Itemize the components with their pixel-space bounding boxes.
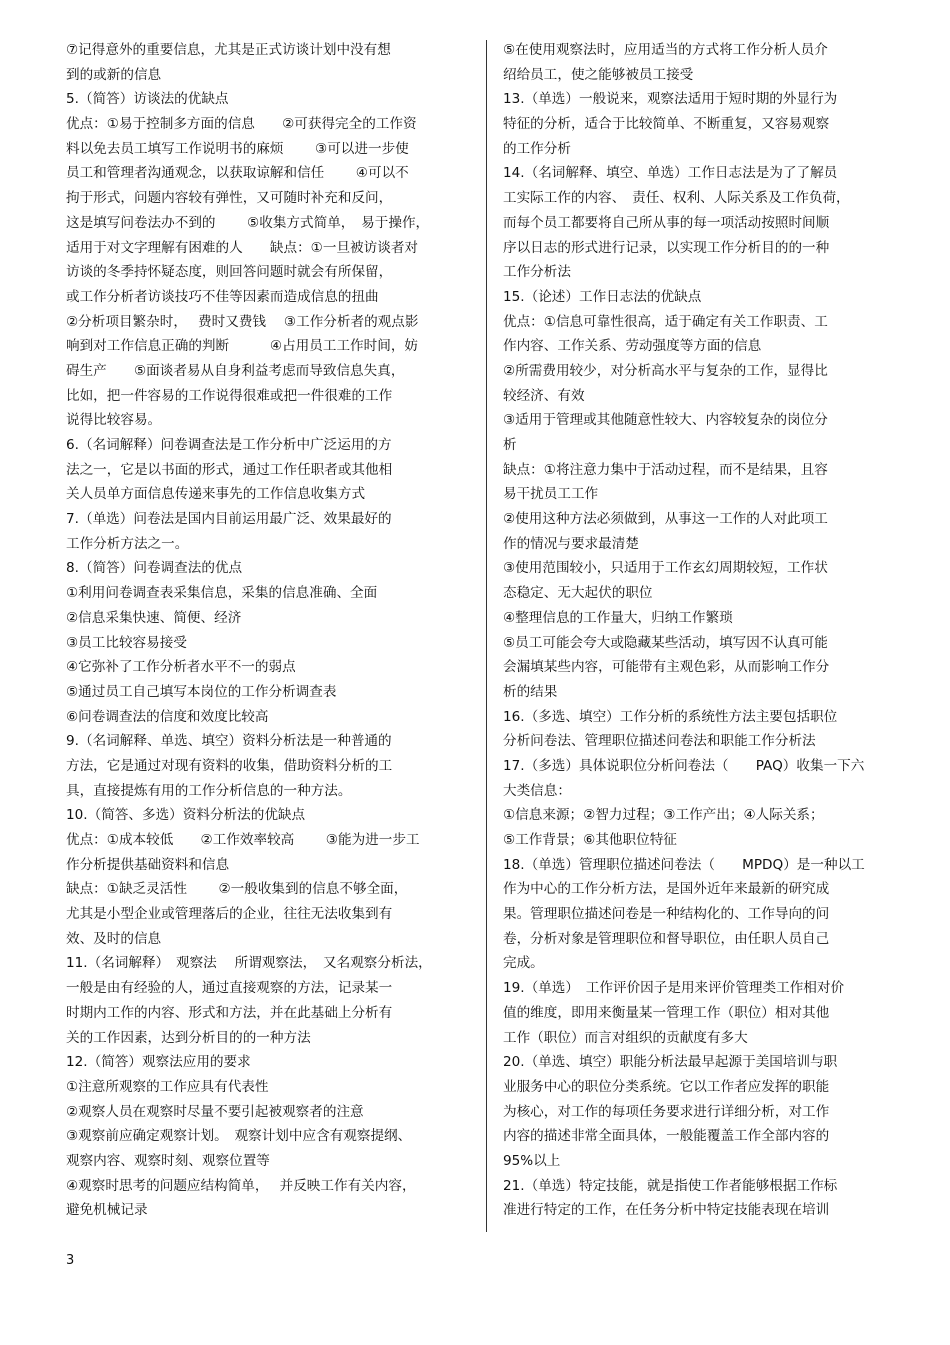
text-line: ④它弥补了工作分析者水平不一的弱点 bbox=[66, 659, 296, 676]
text-line: 而每个员工都要将自己所从事的每一项活动按照时间顺 bbox=[503, 214, 830, 231]
text-line: ②信息采集快速、简便、经济 bbox=[66, 609, 242, 626]
text-line: 6.（名词解释）问卷调查法是工作分析中广泛运用的方 bbox=[66, 437, 392, 453]
text-line: 法之一，它是以书面的形式，通过工作任职者或其他相 bbox=[66, 461, 393, 478]
text-line: 18.（单选）管理职位描述问卷法（ MPDQ）是一种以工 bbox=[503, 856, 865, 873]
text-line: 13.（单选）一般说来，观察法适用于短时期的外显行为 bbox=[503, 91, 838, 108]
text-line: 拘于形式，问题内容较有弹性，又可随时补充和反问， bbox=[66, 190, 393, 207]
text-line: 绍给员工，使之能够被员工接受 bbox=[503, 66, 694, 83]
text-line: 一般是由有经验的人，通过直接观察的方法，记录某一 bbox=[66, 980, 393, 997]
text-line: 员工和管理者沟通观念，以获取谅解和信任 ④可以不 bbox=[66, 165, 409, 182]
text-line: ③观察前应确定观察计划。 观察计划中应含有观察提纲、 bbox=[66, 1128, 412, 1145]
text-line: 分析问卷法、管理职位描述问卷法和职能工作分析法 bbox=[503, 733, 816, 750]
text-line: 工作（职位）而言对组织的贡献度有多大 bbox=[503, 1029, 748, 1046]
text-line: ⑤员工可能会夸大或隐藏某些活动，填写因不认真可能 bbox=[503, 634, 828, 651]
text-line: 关的工作因素，达到分析目的的一种方法 bbox=[66, 1029, 311, 1046]
text-line: 优点：①成本较低 ②工作效率较高 ③能为进一步工 bbox=[66, 832, 420, 848]
text-line: 时期内工作的内容、形式和方法，并在此基础上分析有 bbox=[66, 1004, 393, 1021]
text-line: ⑤在使用观察法时，应用适当的方式将工作分析人员介 bbox=[503, 42, 828, 58]
text-line: 比如，把一件容易的工作说得很难或把一件很难的工作 bbox=[66, 387, 393, 404]
left-column bbox=[66, 38, 466, 1223]
text-line: ③适用于管理或其他随意性较大、内容较复杂的岗位分 bbox=[503, 412, 828, 429]
text-line: 析的结果 bbox=[503, 683, 558, 700]
text-line: 适用于对文字理解有困难的人 缺点：①一旦被访谈者对 bbox=[66, 239, 419, 256]
text-line: 响到对工作信息正确的判断 ④占用员工工作时间，妨 bbox=[66, 338, 419, 355]
text-line: 或工作分析者访谈技巧不佳等因素而造成信息的扭曲 bbox=[66, 288, 379, 305]
text-line: 10.（简答、多选）资料分析法的优缺点 bbox=[66, 807, 306, 824]
right-column bbox=[503, 38, 898, 1223]
text-line: 方法，它是通过对现有资料的收集，借助资料分析的工 bbox=[66, 757, 393, 774]
text-line: 9.（名词解释、单选、填空）资料分析法是一种普通的 bbox=[66, 733, 392, 750]
text-line: 准进行特定的工作，在任务分析中特定技能表现在培训 bbox=[503, 1202, 830, 1219]
text-line: ⑥问卷调查法的信度和效度比较高 bbox=[66, 708, 269, 725]
text-line: 态稳定、无大起伏的职位 bbox=[503, 585, 653, 602]
text-line: 会漏填某些内容，可能带有主观色彩，从而影响工作分 bbox=[503, 659, 830, 676]
text-line: 优点：①信息可靠性很高，适于确定有关工作职责、工 bbox=[503, 313, 828, 330]
text-line: ④观察时思考的问题应结构简单， 并反映工作有关内容， bbox=[66, 1177, 416, 1194]
text-line: 12.（简答）观察法应用的要求 bbox=[66, 1054, 251, 1071]
text-line: ①注意所观察的工作应具有代表性 bbox=[66, 1078, 269, 1095]
text-line: 说得比较容易。 bbox=[66, 412, 162, 429]
text-line: 21.（单选）特定技能，就是指使工作者能够根据工作标 bbox=[503, 1177, 838, 1194]
text-line: 析 bbox=[503, 437, 517, 453]
text-line: 到的或新的信息 bbox=[66, 66, 162, 83]
text-line: 缺点：①将注意力集中于活动过程，而不是结果，且容 bbox=[503, 461, 828, 478]
text-line: ②使用这种方法必须做到，从事这一工作的人对此项工 bbox=[503, 511, 828, 528]
text-line: 避免机械记录 bbox=[66, 1202, 148, 1219]
text-line: 的工作分析 bbox=[503, 140, 571, 157]
text-line: 为核心，对工作的每项任务要求进行详细分析，对工作 bbox=[503, 1103, 830, 1120]
text-line: ③使用范围较小，只适用于工作玄幻周期较短，工作状 bbox=[503, 560, 828, 577]
text-line: 序以日志的形式进行记录，以实现工作分析目的的一种 bbox=[503, 239, 830, 256]
text-line: 观察内容、观察时刻、观察位置等 bbox=[66, 1152, 270, 1169]
text-line: 具，直接提炼有用的工作分析信息的一种方法。 bbox=[66, 782, 352, 799]
text-line: ①利用问卷调查表采集信息，采集的信息准确、全面 bbox=[66, 585, 378, 602]
text-line: 作的情况与要求最清楚 bbox=[503, 535, 639, 552]
text-line: 8.（简答）问卷调查法的优点 bbox=[66, 560, 243, 577]
text-line: 内容的描述非常全面具体，一般能覆盖工作全部内容的 bbox=[503, 1128, 830, 1145]
text-line: ⑦记得意外的重要信息，尤其是正式访谈计划中没有想 bbox=[66, 42, 391, 58]
text-line: ②分析项目繁杂时， 费时又费钱 ③工作分析者的观点影 bbox=[66, 313, 419, 330]
text-line: 易干扰员工工作 bbox=[503, 486, 599, 503]
column-divider bbox=[486, 40, 487, 1232]
text-line: ④整理信息的工作量大，归纳工作繁琐 bbox=[503, 609, 733, 626]
text-line: 效、及时的信息 bbox=[66, 930, 162, 947]
text-line: 作内容、工作关系、劳动强度等方面的信息 bbox=[503, 338, 762, 355]
page-number: 3 bbox=[66, 1253, 75, 1268]
text-line: 11.（名词解释） 观察法 所谓观察法， 又名观察分析法， bbox=[66, 955, 432, 972]
text-line: 20.（单选、填空）职能分析法最早起源于美国培训与职 bbox=[503, 1054, 838, 1071]
text-line: 16.（多选、填空）工作分析的系统性方法主要包括职位 bbox=[503, 708, 838, 725]
text-line: 这是填写问卷法办不到的 ⑤收集方式简单， 易于操作， bbox=[66, 214, 430, 231]
text-line: 19.（单选） 工作评价因子是用来评价管理类工作相对价 bbox=[503, 980, 845, 997]
text-line: 果。管理职位描述问卷是一种结构化的、工作导向的问 bbox=[503, 906, 830, 923]
text-line: 工实际工作的内容、 责任、权利、人际关系及工作负荷， bbox=[503, 190, 850, 207]
text-line: 较经济、有效 bbox=[503, 387, 585, 404]
text-line: 尤其是小型企业或管理落后的企业，往往无法收集到有 bbox=[66, 906, 393, 923]
text-line: 料以免去员工填写工作说明书的麻烦 ③可以进一步使 bbox=[66, 140, 409, 157]
text-line: ③员工比较容易接受 bbox=[66, 634, 187, 651]
text-line: 工作分析法 bbox=[503, 264, 571, 281]
text-line: 值的维度，即用来衡量某一管理工作（职位）相对其他 bbox=[503, 1004, 830, 1021]
text-line: 作为中心的工作分析方法，是国外近年来最新的研究成 bbox=[503, 881, 830, 898]
text-line: 访谈的冬季持怀疑态度，则回答问题时就会有所保留， bbox=[66, 264, 393, 281]
text-line: 大类信息： bbox=[503, 782, 571, 799]
text-line: 特征的分析，适合于比较简单、不断重复，又容易观察 bbox=[503, 116, 830, 133]
text-line: 业服务中心的职位分类系统。它以工作者应发挥的职能 bbox=[503, 1078, 830, 1095]
text-line: 17.（多选）具体说职位分析问卷法（ PAQ）收集一下六 bbox=[503, 757, 865, 774]
text-line: 15.（论述）工作日志法的优缺点 bbox=[503, 288, 702, 305]
text-line: 卷，分析对象是管理职位和督导职位，由任职人员自己 bbox=[503, 930, 830, 947]
text-line: 作分析提供基础资料和信息 bbox=[66, 856, 230, 873]
text-line: 关人员单方面信息传递来事先的工作信息收集方式 bbox=[66, 486, 366, 503]
text-line: 95%以上 bbox=[503, 1152, 561, 1169]
text-line: 完成。 bbox=[503, 955, 544, 972]
text-line: 缺点：①缺乏灵活性 ②一般收集到的信息不够全面， bbox=[66, 881, 408, 898]
text-line: 优点：①易于控制多方面的信息 ②可获得完全的工作资 bbox=[66, 116, 417, 133]
text-line: 14.（名词解释、填空、单选）工作日志法是为了了解员 bbox=[503, 165, 838, 182]
text-line: 工作分析方法之一。 bbox=[66, 535, 189, 552]
text-line: 碍生产 ⑤面谈者易从自身利益考虑而导致信息失真， bbox=[66, 362, 405, 379]
text-line: 7.（单选）问卷法是国内目前运用最广泛、效果最好的 bbox=[66, 511, 392, 528]
text-line: ②所需费用较少，对分析高水平与复杂的工作，显得比 bbox=[503, 362, 828, 379]
text-line: ①信息来源；②智力过程；③工作产出；④人际关系； bbox=[503, 807, 824, 824]
text-line: ⑤工作背景；⑥其他职位特征 bbox=[503, 832, 677, 848]
text-line: ⑤通过员工自己填写本岗位的工作分析调查表 bbox=[66, 683, 337, 700]
text-line: ②观察人员在观察时尽量不要引起被观察者的注意 bbox=[66, 1103, 364, 1120]
text-line: 5.（简答）访谈法的优缺点 bbox=[66, 91, 229, 108]
